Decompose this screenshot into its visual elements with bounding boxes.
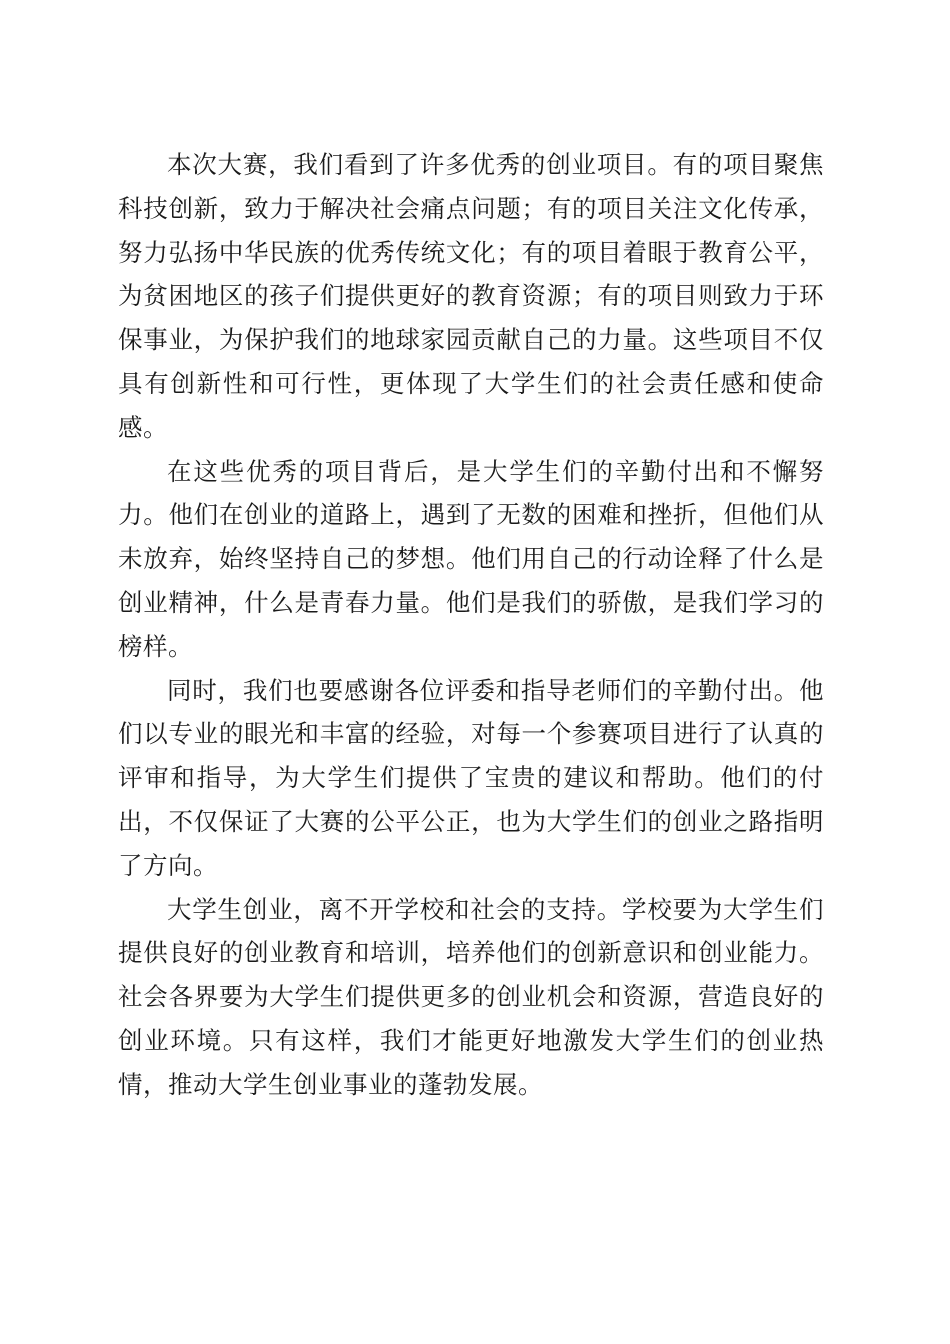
paragraph-2: 在这些优秀的项目背后，是大学生们的辛勤付出和不懈努力。他们在创业的道路上，遇到了无数的困难和挫折，但他们从未放弃，始终坚持自己的梦想。他们用自己的行动诠释了什么是创业精神，什么是青春力量。他们是我们的骄傲，是我们学习的榜样。 [118,456,824,661]
paragraph-3: 同时，我们也要感谢各位评委和指导老师们的辛勤付出。他们以专业的眼光和丰富的经验，对每一个参赛项目进行了认真的评审和指导，为大学生们提供了宝贵的建议和帮助。他们的付出，不仅保证了大赛的公平公正，也为大学生们的创业之路指明了方向。 [118,675,824,880]
document-body [118,143,824,1107]
paragraph-1: 本次大赛，我们看到了许多优秀的创业项目。有的项目聚焦科技创新，致力于解决社会痛点问题；有的项目关注文化传承，努力弘扬中华民族的优秀传统文化；有的项目着眼于教育公平，为贫困地区的孩子们提供更好的教育资源；有的项目则致力于环保事业，为保护我们的地球家园贡献自己的力量。这些项目不仅具有创新性和可行性，更体现了大学生们的社会责任感和使命感。 [118,150,824,442]
paragraph-4: 大学生创业，离不开学校和社会的支持。学校要为大学生们提供良好的创业教育和培训，培养他们的创新意识和创业能力。社会各界要为大学生们提供更多的创业机会和资源，营造良好的创业环境。只有这样，我们才能更好地激发大学生们的创业热情，推动大学生创业事业的蓬勃发展。 [118,894,824,1099]
